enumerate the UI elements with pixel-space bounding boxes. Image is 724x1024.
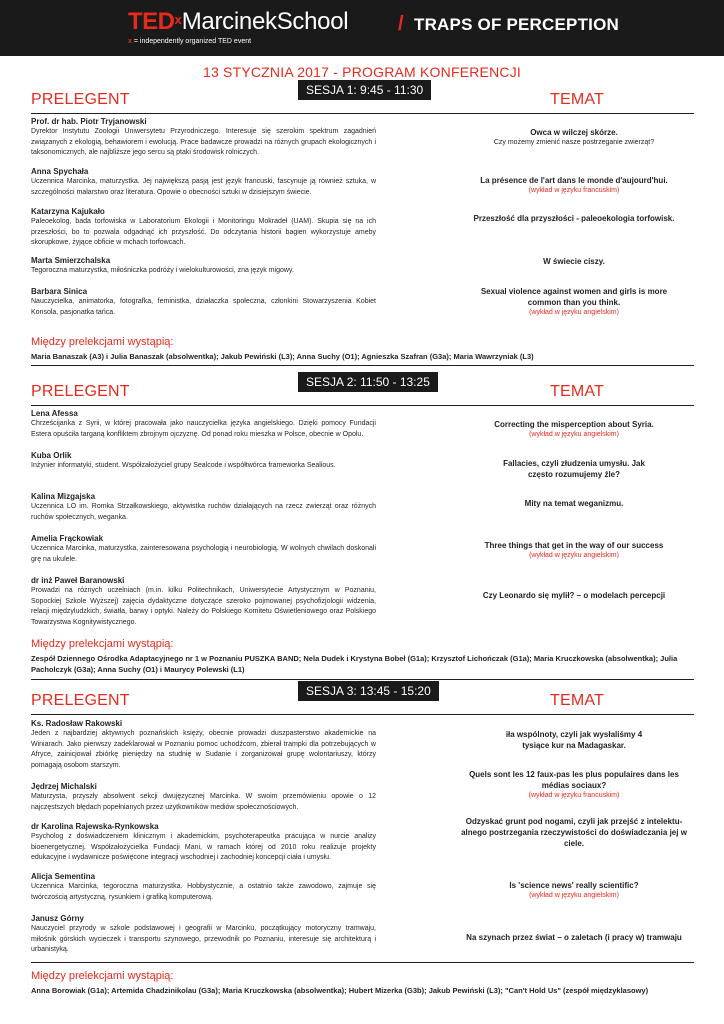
speaker-name: Katarzyna Kajukało bbox=[31, 207, 105, 216]
speaker-bio: Jeden z najbardziej aktywnych poznańskich księży, obecnie prowadzi duszpasterstwo akademickie na Winiarach. Jako pierwszy zadeklarował w Poznaniu pomoc uchodźcom, zbierał trampki dla potrzebujących w Afryce, zainicjował zbiórkę pieniędzy na studnię w Sudanie i zorganizował grupę wolontariuszy, którzy pomagają osobom starszym. bbox=[31, 730, 376, 769]
talk-topic: W świecie ciszy. bbox=[543, 257, 605, 266]
speaker-bio: Tegoroczna maturzystka, miłośniczka podróży i wielokulturowości, zna język migowy. bbox=[31, 267, 294, 274]
talk-topic: Sexual violence against women and girls is more common than you think. (wykład w języku angielskim) bbox=[480, 287, 668, 316]
speaker-name: Prof. dr hab. Piotr Tryjanowski bbox=[31, 117, 147, 126]
divider bbox=[31, 714, 694, 715]
speaker-name: Alicja Sementina bbox=[31, 872, 96, 881]
header-separator: / bbox=[398, 13, 404, 35]
speaker-column-label: PRELEGENT bbox=[31, 383, 130, 400]
speaker-name: Barbara Sinica bbox=[31, 287, 88, 296]
speaker-name: Janusz Górny bbox=[31, 914, 84, 923]
speaker-bio: Inżynier informatyki, student. Współzałożyciel grupy Sealcode i współtwórca frameworka Sealious. bbox=[31, 462, 336, 469]
talk-topic: Przeszłość dla przyszłości - paleoekologia torfowisk. bbox=[473, 214, 675, 223]
between-talks-performers: Anna Borowiak (G1a); Artemida Chadzinikolau (G3a); Maria Kruczkowska (absolwentka); Hubert Mizerka (G3b); Jakub Pewiński (L3); "Can't Hold Us" (zespół międzyklasowy) bbox=[31, 986, 649, 995]
speaker-bio: Psycholog z doświadczeniem klinicznym i akademickim, psychoterapeutka pracująca w nurcie analizy bioenergetycznej. Współzałożycielka Fundacji Mani, w ramach której od 2010 roku realizuje projekty edukacyjne i wydawnicze poświęcone integracji wschodniej i zachodniej koncepcji ciała i umysłu. bbox=[31, 833, 376, 861]
talk-topic: Czy Leonardo się mylił? – o modelach percepcji bbox=[482, 591, 666, 600]
divider bbox=[31, 679, 694, 680]
speaker-bio: Uczennica Marcinka, maturzystka. Jej największą pasją jest język francuski, fascynuje ją również sztuka, w szczególności malarstwo oraz literatura. Opowie o obecności sztuki w dzisiejszym świecie. bbox=[31, 178, 376, 196]
tedx-logo: TED$^x$MarcinekSchool bbox=[128, 8, 349, 35]
topic-column-label: TEMAT bbox=[550, 383, 605, 400]
speaker-name: Kuba Orlik bbox=[31, 451, 72, 460]
speaker-bio: Paleoekolog, bada torfowiska w Laboratorium Ekologii i Monitoringu Mokradeł (UAM). Skupia się na ich przeszłości, bo to pozwala odgadnąć ich przyszłość. Do odczytania historii bagien wykorzystuje ameby skorupkowe, żyjące obficie w mchach torfowcach. bbox=[31, 218, 376, 246]
speaker-bio: Uczennica Marcinka, tegoroczna maturzystka. Hobbystycznie, a ostatnio także zawodowo, zajmuje się twórczością artystyczną, rysunkiem i grafiką komputerową. bbox=[31, 883, 376, 901]
speaker-bio: Nauczyciel przyrody w szkole podstawowej i geografii w Marcinku, początkujący motoryczny tramwaju, miłośnik górskich wycieczek i transportu szynowego, przewodnik po Poznaniu, interesuje się architekturą i urbanistyką. bbox=[31, 925, 376, 953]
talk-topic: Odzyskać grunt pod nogami, czyli jak przejść z intelektu-alnego postrzegania rzeczywistości do doświadczania jej w ciele. bbox=[461, 817, 687, 848]
divider bbox=[31, 365, 694, 366]
talk-topic: Quels sont les 12 faux-pas les plus populaires dans les médias sociaux? (wykład w języku francuskim) bbox=[469, 770, 679, 799]
speaker-name: Marta Smierzchalska bbox=[31, 256, 111, 265]
session-1-header bbox=[31, 83, 694, 115]
speaker-name: Lena Afessa bbox=[31, 409, 78, 418]
page-title: 13 STYCZNIA 2017 - PROGRAM KONFERENCJI bbox=[202, 64, 521, 80]
header-bar bbox=[0, 0, 724, 56]
speaker-bio: Prowadzi na różnych uczelniach (m.in. kilku Politechnikach, Uniwersytecie Artystycznym w Poznaniu, Sopockiej Szkole Wyższej) zajęcia dydaktyczne dotyczące szeroko pojmowanej psychofizjologii widzenia, relacji międzyludzkich, światła, barwy i optyki. Należy do Polskiego Komitetu Oświetleniowego oraz Polskiego Towarzystwa Kognitywistycznego. bbox=[31, 587, 376, 626]
divider bbox=[31, 962, 694, 963]
speaker-column-label: PRELEGENT bbox=[31, 692, 130, 709]
talk-topic: Owca w wilczej skórze. Czy możemy zmienić nasze postrzeganie zwierząt? bbox=[493, 128, 655, 146]
between-talks-performers: Maria Banaszak (A3) i Julia Banaszak (absolwentka); Jakub Pewiński (L3); Anna Suchy (O1); Agnieszka Szafran (G3a); Maria Wawrzyniak (L3) bbox=[31, 352, 534, 361]
talk-topic: iła wspólnoty, czyli jak wysłaliśmy 4 tysiące kur na Madagaskar. bbox=[505, 730, 643, 750]
talk-topic: La présence de l'art dans le monde d'aujourd'hui. (wykład w języku francuskim) bbox=[480, 176, 668, 194]
speaker-name: Jędrzej Michalski bbox=[31, 782, 97, 791]
speaker-name: Anna Spychała bbox=[31, 167, 89, 176]
session-3-header bbox=[31, 684, 694, 716]
talk-topic: Na szynach przez świat – o zaletach (i pracy w) tramwaju bbox=[466, 933, 682, 942]
between-talks-heading: Między prelekcjami wystąpią: bbox=[31, 638, 174, 650]
tedx-tagline: x = independently organized TED event bbox=[128, 38, 252, 45]
speaker-name: Kalina Mizgajska bbox=[31, 492, 96, 501]
session-2-header bbox=[31, 375, 694, 407]
speaker-bio: Chrześcijanka z Syrii, w której pracowała jako nauczycielka języka angielskiego. Dzięki pomocy Fundacji Estera opuściła targaną konfliktem zbrojnym ojczyznę. Od ponad roku mieszka w Polsce, obecnie w Opolu. bbox=[31, 420, 376, 438]
talk-topic: Is 'science news' really scientific? (wykład w języku angielskim) bbox=[509, 881, 639, 899]
session-3-badge: SESJA 3: 13:45 - 15:20 bbox=[298, 681, 439, 701]
between-talks-heading: Między prelekcjami wystąpią: bbox=[31, 336, 174, 348]
talk-topic: Three things that get in the way of our success (wykład w języku angielskim) bbox=[484, 541, 664, 559]
speaker-bio: Nauczycielka, animatorka, fotografka, feministka, działaczka społeczna, członkini Stowarzyszenia Kobiet Konsola, pasjonatka tańca. bbox=[31, 298, 376, 316]
speaker-bio: Uczennica Marcinka, maturzystka, zainteresowana psychologią i neurobiologią. W wolnych chwilach doskonali grę na ukulele. bbox=[31, 545, 376, 563]
speaker-bio: Maturzysta, przyszły absolwent sekcji dwujęzycznej Marcinka. W swoim przemówieniu opowie o 12 najczęstszych błędach popełnianych przez użytkowników mediów społecznościowych. bbox=[31, 793, 376, 811]
session-2-badge: SESJA 2: 11:50 - 13:25 bbox=[298, 372, 438, 392]
speaker-name: Ks. Radosław Rakowski bbox=[31, 719, 123, 728]
speaker-bio: Uczennica LO im. Romka Strzałkowskiego, aktywistka ruchów działających na rzecz zwierząt oraz różnych ruchów społecznych, weganka. bbox=[31, 503, 376, 521]
between-talks-performers: Zespół Dziennego Ośrodka Adaptacyjnego nr 1 w Poznaniu PUSZKA BAND; Nela Dudek i Krystyna Bobeł (G1a); Krzysztof Lichończak (G1a); Maria Kruczkowska (absolwentka); Julia Pacholczyk (G3a); Anna Suchy (O1) i Maurycy Polewski (L1) bbox=[31, 654, 678, 674]
speaker-column-label: PRELEGENT bbox=[31, 91, 130, 108]
divider bbox=[31, 113, 694, 114]
between-talks-heading: Między prelekcjami wystąpią: bbox=[31, 970, 174, 982]
speaker-bio: Dyrektor Instytutu Zoologii Uniwersytetu Przyrodniczego. Interesuje się szerokim spektrum zagadnień związanych z ekologią, behawiorem i ewolucją. Prace badawcze prowadzi na różnych grupach ekologicznych i taksonomicznych, ale najbliższe jego sercu są ptaki środowisk rolniczych. bbox=[31, 128, 376, 156]
topic-column-label: TEMAT bbox=[550, 692, 605, 709]
speaker-name: dr Karolina Rajewska-Rynkowska bbox=[31, 822, 159, 831]
talk-topic: Fallacies, czyli złudzenia umysłu. Jak często rozumujemy źle? bbox=[503, 459, 645, 479]
session-1-badge: SESJA 1: 9:45 - 11:30 bbox=[298, 80, 431, 100]
talk-topic: Mity na temat weganizmu. bbox=[524, 499, 624, 508]
talk-topic: Correcting the misperception about Syria. (wykład w języku angielskim) bbox=[494, 420, 654, 438]
speaker-name: dr inż Paweł Baranowski bbox=[31, 576, 125, 585]
topic-column-label: TEMAT bbox=[550, 91, 605, 108]
speaker-name: Amelia Frąckowiak bbox=[31, 534, 104, 543]
divider bbox=[31, 405, 694, 406]
event-theme: TRAPS OF PERCEPTION bbox=[414, 15, 619, 34]
